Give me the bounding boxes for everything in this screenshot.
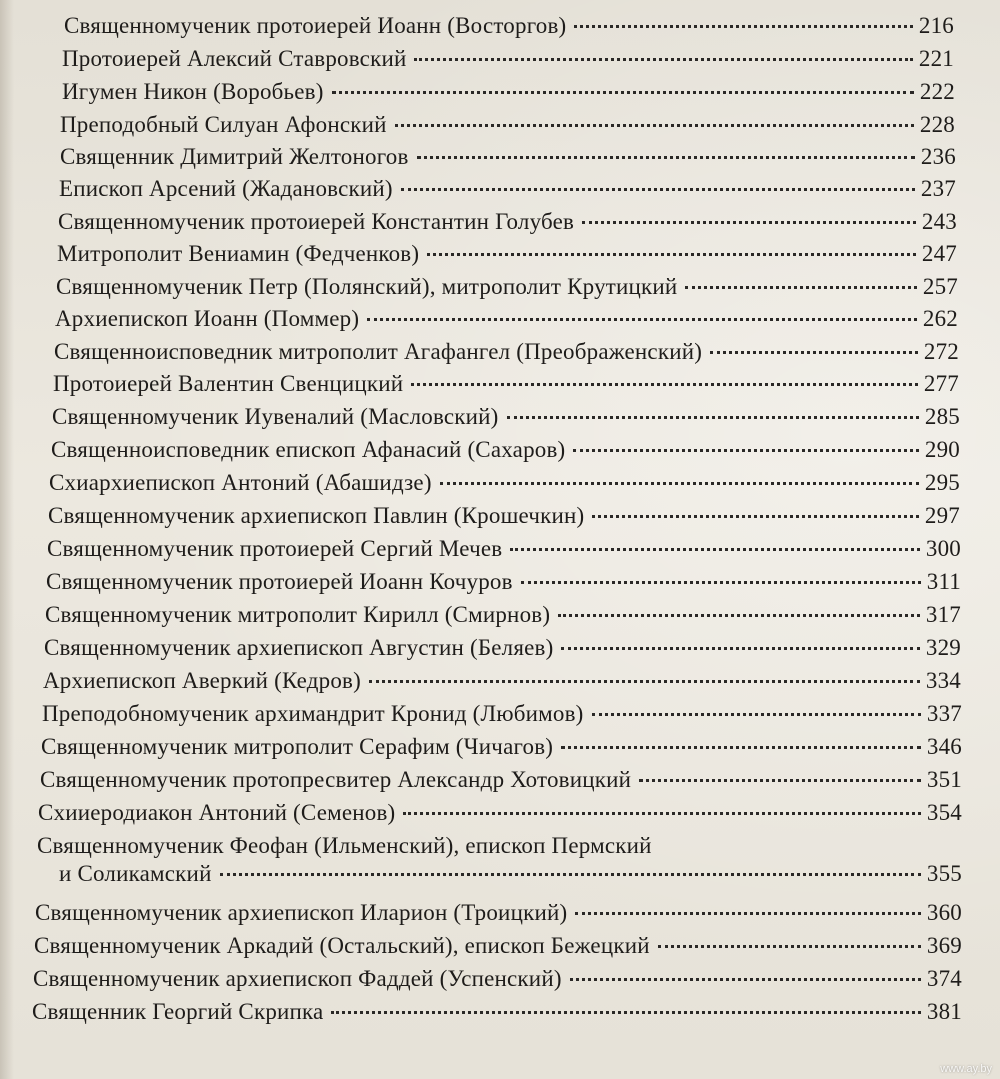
toc-entry-page: 297 [924, 503, 960, 528]
toc-entry-title-cont: и Соликамский [59, 861, 212, 886]
toc-entry [48, 502, 960, 530]
toc-entry-page: 277 [923, 371, 959, 396]
toc-entry [60, 111, 955, 139]
toc-entry-page: 300 [925, 536, 961, 561]
toc-entry [52, 403, 960, 431]
dot-leader [510, 548, 920, 551]
toc-entry-title: Священномученик архиепископ Фаддей (Успенский) [33, 966, 562, 991]
toc-entry [54, 338, 959, 366]
toc-entry [62, 45, 954, 73]
toc-entry [40, 766, 962, 794]
toc-entry-title: Священномученик митрополит Серафим (Чичагов) [41, 734, 554, 759]
toc-entry [58, 208, 957, 236]
toc-entry-title: Священномученик архиепископ Иларион (Троицкий) [35, 900, 568, 925]
dot-leader [427, 253, 916, 256]
toc-entry-page: 374 [926, 966, 962, 991]
toc-entry-page: 257 [922, 274, 958, 299]
toc-entry-page: 222 [919, 79, 955, 104]
toc-entry-page: 295 [924, 470, 960, 495]
toc-entry-page: 216 [918, 13, 954, 38]
toc-entry-title: Священномученик Аркадий (Остальский), епископ Бежецкий [34, 933, 650, 958]
toc-entry-title: Священномученик Иувеналий (Масловский) [52, 404, 499, 429]
toc-entry-title: Архиепископ Аверкий (Кедров) [43, 668, 361, 693]
toc-entry-title: Священномученик протоиерей Иоанн Кочуров [46, 569, 513, 594]
toc-entry [53, 370, 959, 398]
toc-entry [33, 965, 962, 993]
toc-entry-page: 262 [922, 306, 958, 331]
toc-entry-continuation [37, 860, 962, 888]
dot-leader [592, 515, 919, 518]
toc-entry [64, 12, 954, 40]
toc-entry [57, 240, 957, 268]
toc-entry-title: Преподобномученик архимандрит Кронид (Любимов) [42, 701, 584, 726]
dot-leader [561, 647, 919, 650]
dot-leader [575, 912, 921, 915]
dot-leader [417, 156, 915, 159]
toc-entry-title: Священномученик Петр (Полянский), митрополит Крутицкий [56, 274, 678, 299]
toc-entry-page: 355 [926, 861, 962, 886]
toc-entry [42, 700, 962, 728]
watermark: www.ay.by [940, 1063, 992, 1075]
toc-entry [47, 535, 961, 563]
dot-leader [403, 812, 920, 815]
toc-entry [44, 634, 961, 662]
dot-leader [573, 449, 919, 452]
dot-leader [395, 124, 914, 127]
toc-entry-title: Священномученик архиепископ Августин (Беляев) [44, 635, 554, 660]
dot-leader [401, 188, 915, 191]
toc-entry-title: Священномученик митрополит Кирилл (Смирнов) [45, 602, 551, 627]
toc-entry-title: Протоиерей Алексий Ставровский [62, 46, 407, 71]
dot-leader [507, 416, 919, 419]
dot-leader [521, 581, 921, 584]
toc-entry [38, 799, 962, 827]
toc-entry [56, 273, 958, 301]
toc-entry-page: 381 [926, 999, 962, 1024]
toc-entry-page: 272 [923, 339, 959, 364]
toc-entry-page: 360 [926, 900, 962, 925]
toc-entry-page: 290 [924, 437, 960, 462]
toc-entry-title: Схиархиепископ Антоний (Абашидзе) [49, 470, 432, 495]
toc-entry [43, 667, 961, 695]
toc-entry-page: 247 [921, 241, 957, 266]
toc-entry-page: 285 [924, 404, 960, 429]
toc-entry-page: 337 [926, 701, 962, 726]
toc-entry-title: Протоиерей Валентин Свенцицкий [53, 371, 404, 396]
toc-entry-title: Епископ Арсений (Жадановский) [59, 176, 393, 201]
toc-entry [45, 601, 961, 629]
toc-entry-title: Преподобный Силуан Афонский [60, 112, 387, 137]
toc-entry-title: Священноисповедник митрополит Агафангел (Преображенский) [54, 339, 703, 364]
dot-leader [592, 713, 921, 716]
toc-entry [55, 305, 958, 333]
toc-entry-title: Священномученик протоиерей Константин Голубев [58, 209, 575, 234]
toc-entry [60, 143, 956, 171]
toc-entry-page: 237 [920, 176, 956, 201]
toc-entry-page: 329 [925, 635, 961, 660]
toc-entry-title: Священномученик протоиерей Иоанн (Восторгов) [64, 13, 567, 38]
toc-entry-title: Священномученик Феофан (Ильменский), епископ Пермский [37, 833, 652, 858]
toc-entry-title: Игумен Никон (Воробьев) [62, 79, 324, 104]
toc-entry-page: 351 [926, 767, 962, 792]
toc-entry-page: 221 [918, 46, 954, 71]
toc-entry-title: Священномученик архиепископ Павлин (Крошечкин) [48, 503, 585, 528]
toc-entry-title: Схииеродиакон Антоний (Семенов) [38, 800, 396, 825]
dot-leader [558, 614, 920, 617]
toc-entry [62, 78, 955, 106]
dot-leader [331, 1011, 920, 1014]
toc-entry [35, 899, 962, 927]
toc-entry-title: Архиепископ Иоанн (Поммер) [55, 306, 360, 331]
toc-entry-page: 228 [919, 112, 955, 137]
toc-entry-page: 243 [921, 209, 957, 234]
dot-leader [582, 221, 916, 224]
dot-leader [561, 746, 921, 749]
toc-entry [59, 175, 956, 203]
dot-leader [574, 25, 913, 28]
dot-leader [411, 383, 918, 386]
toc-entry-page: 369 [926, 933, 962, 958]
toc-entry-title: Священномученик протопресвитер Александр Хотовицкий [40, 767, 632, 792]
dot-leader [369, 680, 920, 683]
dot-leader [570, 978, 921, 981]
dot-leader [639, 779, 921, 782]
toc-entry [49, 469, 960, 497]
dot-leader [220, 873, 921, 876]
toc-entry [37, 832, 962, 888]
dot-leader [440, 482, 919, 485]
toc-entry-page: 346 [926, 734, 962, 759]
dot-leader [332, 91, 914, 94]
toc-entry [41, 733, 962, 761]
dot-leader [685, 286, 916, 289]
toc-entry-page: 311 [926, 569, 961, 594]
toc-entry-page: 317 [925, 602, 961, 627]
dot-leader [658, 945, 921, 948]
toc-entry-page: 354 [926, 800, 962, 825]
toc-entry-title: Митрополит Вениамин (Федченков) [57, 241, 420, 266]
toc-entry-page: 236 [920, 144, 956, 169]
toc-entry-title: Священник Димитрий Желтоногов [60, 144, 409, 169]
toc-entry-title: Священник Георгий Скрипка [32, 999, 324, 1024]
toc-entry [46, 568, 961, 596]
toc-entry-page: 334 [925, 668, 961, 693]
toc-entry-title: Священномученик протоиерей Сергий Мечев [47, 536, 503, 561]
toc-entry [51, 436, 960, 464]
toc-entry [34, 932, 962, 960]
dot-leader [367, 318, 917, 321]
toc-entry-title: Священноисповедник епископ Афанасий (Сахаров) [51, 437, 566, 462]
dot-leader [414, 58, 912, 61]
toc-entry [32, 998, 962, 1026]
dot-leader [710, 351, 918, 354]
